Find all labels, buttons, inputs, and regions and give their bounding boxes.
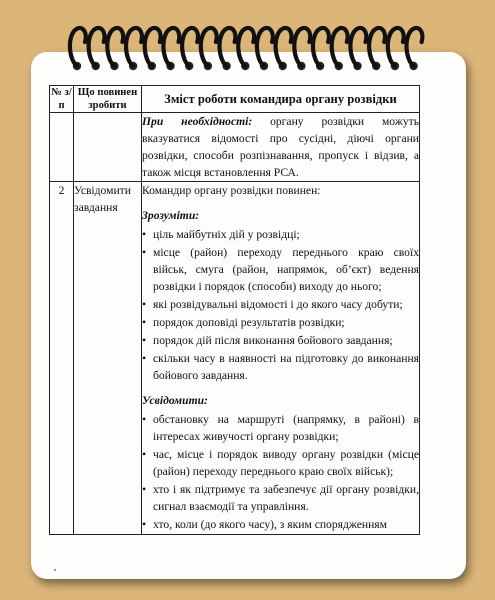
header-what-to-do: Що повинен зробити	[74, 86, 142, 113]
row2-content	[142, 182, 420, 535]
list-item: • порядок дій після виконання бойового завдання;	[142, 332, 419, 349]
row2-intro: Командир органу розвідки повинен:	[142, 184, 321, 197]
row1-text: органу розвідки можуть вказуватися відомості про сусідні, діючі органи розвідки, способи розпізнавання, пропуск і відзив, а також місця встановлення РСА.	[142, 115, 419, 179]
list-item: • місце (район) переходу переднього краю своїх військ, смуга (район, напрямок, об’єкт) ведення розвідки і порядок (способи) виходу до нього;	[142, 244, 419, 295]
list-item: • які розвідувальні відомості і до якого часу добути;	[142, 296, 419, 313]
list-item: • обстановку на маршруті (напрямку, в районі) в інтересах живучості органу розвідки;	[142, 411, 419, 445]
stray-dot	[54, 569, 56, 571]
row1-what	[74, 113, 142, 182]
table-row	[50, 113, 420, 182]
section-realize-title: Усвідомити:	[142, 394, 208, 407]
section-understand-title: Зрозуміти:	[142, 209, 200, 222]
row1-number	[50, 113, 74, 182]
table-header-row	[50, 86, 420, 113]
list-item: • хто, коли (до якого часу), з яким спорядженням	[142, 516, 419, 533]
list-item: • хто і як підтримує та забезпечує дії органу розвідки, сигнал взаємодії та управління.	[142, 481, 419, 515]
section-realize-list	[142, 411, 419, 533]
list-item: • час, місце і порядок виводу органу розвідки (місце (район) переходу переднього краю своїх військ);	[142, 446, 419, 480]
list-item: • ціль майбутніх дій у розвідці;	[142, 226, 419, 243]
document-table	[49, 85, 420, 535]
row2-number: 2	[50, 182, 74, 535]
header-content: Зміст роботи командира органу розвідки	[142, 86, 420, 113]
header-number: № з/п	[51, 87, 72, 111]
table-row	[50, 182, 420, 535]
list-item: • порядок доповіді результатів розвідки;	[142, 314, 419, 331]
row1-lead: При необхідності:	[142, 115, 253, 128]
row2-what: Усвідомити завдання	[74, 182, 142, 535]
section-understand-list	[142, 226, 419, 384]
row1-content	[142, 113, 420, 182]
list-item: • скільки часу в наявності на підготовку до виконання бойового завдання.	[142, 350, 419, 384]
